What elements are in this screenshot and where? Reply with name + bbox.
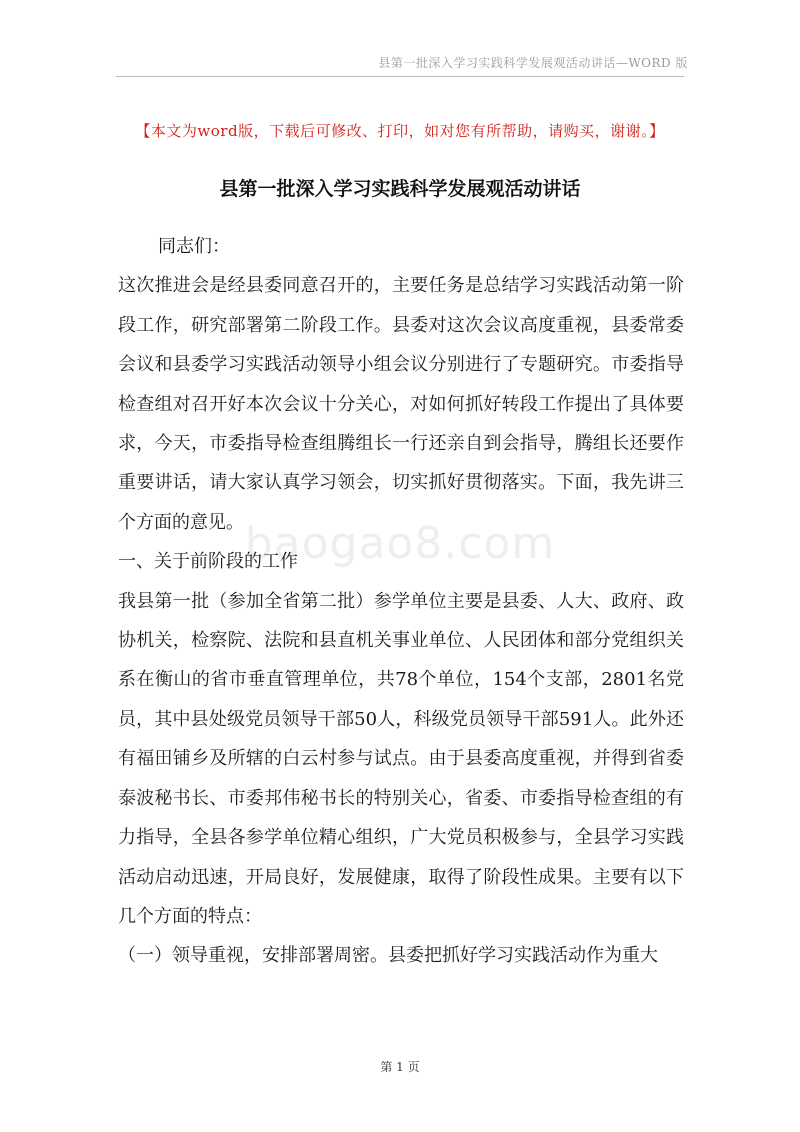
- watermark-text: baogao8.com: [244, 518, 556, 569]
- download-notice: 【本文为word版，下载后可修改、打印，如对您有所帮助，请购买，谢谢。】: [135, 122, 665, 140]
- page-number: 第 1 页: [380, 1060, 420, 1074]
- paragraph-intro: 这次推进会是经县委同意召开的，主要任务是总结学习实践活动第一阶段工作，研究部署第二阶段工作。县委对这次会议高度重视，县委常委会议和县委学习实践活动领导小组会议分别进行了专题研究。市委指导检查组对召开好本次会议十分关心，对如何抓好转段工作提出了具体要求，今天，市委指导检查组腾组长一行还亲自到会指导，腾组长还要作重要讲话，请大家认真学习领会，切实抓好贯彻落实。下面，我先讲三个方面的意见。: [118, 275, 684, 533]
- paragraph-units: 我县第一批（参加全省第二批）参学单位主要是县委、人大、政府、政协机关，检察院、法院和县直机关事业单位、人民团体和部分党组织关系在衡山的省市垂直管理单位，共78个单位，154个支部，2801名党员，其中县处级党员领导干部50人，科级党员领导干部591人。此外还有福田铺乡及所辖的白云村参与试点。由于县委高度重视，并得到省委泰波秘书长、市委邦伟秘书长的特别关心，省委、市委指导检查组的有力指导，全县各参学单位精心组织，广大党员积极参与，全县学习实践活动启动迅速，开局良好，发展健康，取得了阶段性成果。主要有以下几个方面的特点：: [118, 590, 684, 927]
- salutation: 同志们：: [158, 236, 230, 257]
- header-divider: [116, 76, 684, 77]
- section-heading-1: 一、关于前阶段的工作: [118, 551, 298, 573]
- document-title: 县第一批深入学习实践科学发展观活动讲话: [219, 178, 581, 200]
- subsection-heading-1: （一）领导重视，安排部署周密。县委把抓好学习实践活动作为重大: [118, 945, 658, 967]
- running-header: 县第一批深入学习实践科学发展观活动讲话—WORD 版: [378, 56, 688, 70]
- document-body: [118, 227, 684, 976]
